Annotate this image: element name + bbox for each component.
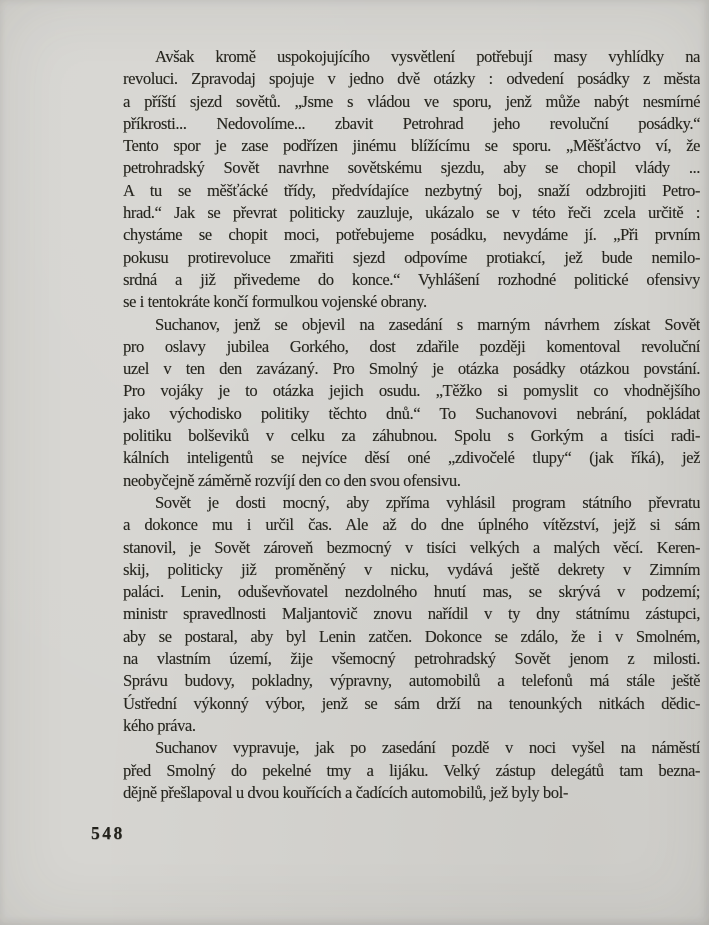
- text-line: Avšak kromě uspokojujícího vysvětlení potřebují masy vyhlídky na: [155, 47, 700, 66]
- text-line: hrad.“ Jak se převrat politicky zauzluje, ukázalo se v této řeči zcela určitě :: [123, 203, 700, 223]
- text-line: Suchanov, jenž se objevil na zasedání s marným návrhem získat Sovět: [155, 314, 700, 334]
- text-line: příkrosti... Nedovolíme... zbavit Petrohrad jeho revoluční posádky.“: [123, 113, 700, 133]
- text-line: Ústřední výkonný výbor, jenž se sám drží na tenounkých nitkách dědic-: [123, 693, 700, 713]
- text-line: Sovět je dosti mocný, aby zpříma vyhlásil program státního převratu: [155, 492, 700, 512]
- text-line: kého práva.: [123, 715, 196, 735]
- text-line: neobyčejně záměrně rozvíjí den co den svou ofensivu.: [123, 470, 461, 490]
- text-line: stanovil, je Sovět zároveň bezmocný v tisíci velkých a malých věcí. Keren-: [123, 537, 700, 557]
- text-line: politiku bolševiků v celku za záhubnou. Spolu s Gorkým a tisíci radi-: [123, 426, 700, 446]
- text-line: petrohradský Sovět navrhne sovětskému sjezdu, aby se chopil vlády ...: [123, 158, 700, 178]
- text-line: revoluci. Zpravodaj spojuje v jedno dvě otázky : odvedení posádky z města: [123, 69, 700, 89]
- text-line: před Smolný do pekelné tmy a lijáku. Velký zástup delegátů tam bezna-: [123, 760, 700, 780]
- text-line: skij, politicky již proměněný v nicku, vydává ještě dekrety v Zimním: [123, 559, 700, 579]
- paragraph: [123, 314, 700, 492]
- paragraph: [123, 737, 700, 804]
- text-line: Suchanov vypravuje, jak po zasedání pozdě v noci vyšel na náměstí: [155, 738, 700, 758]
- text-line: dějně přešlapoval u dvou kouřících a čadících automobilů, jež byly bol-: [123, 782, 568, 802]
- text-line: se i tentokráte končí formulkou vojenské obrany.: [123, 292, 427, 312]
- page-text-block: [123, 46, 700, 804]
- text-line: kálních inteligentů se nejvíce děsí oné „zdivočelé tlupy“ (jak říká), jež: [123, 448, 700, 468]
- text-line: na vlastním území, žije všemocný petrohradský Sovět jenom z milosti.: [123, 649, 700, 669]
- paragraph: [123, 492, 700, 737]
- paragraph: [123, 46, 700, 314]
- text-line: pokusu protirevoluce zmařiti sjezd odpovíme protiakcí, jež bude nemilo-: [123, 247, 700, 267]
- text-line: pro oslavy jubilea Gorkého, dost zdařile později komentoval revoluční: [123, 336, 700, 356]
- text-line: Správu budovy, pokladny, výpravny, automobilů a telefonů má stále ještě: [123, 671, 700, 691]
- text-line: chystáme se chopit moci, potřebujeme posádku, nevydáme jí. „Při prvním: [123, 225, 700, 245]
- text-line: a příští sjezd sovětů. „Jsme s vládou ve sporu, jenž může nabýt nesmírné: [123, 91, 700, 111]
- text-line: jako východisko politiky těchto dnů.“ To Suchanovovi nebrání, pokládat: [123, 403, 700, 423]
- page-number: 548: [91, 823, 125, 843]
- text-line: srdná a již přivedeme do konce.“ Vyhlášení rozhodné politické ofensivy: [123, 269, 700, 289]
- text-line: uzel v ten den zavázaný. Pro Smolný je otázka posádky otázkou povstání.: [123, 359, 700, 379]
- text-line: a dokonce mu i určil čas. Ale až do dne úplného vítězství, jejž si sám: [123, 515, 700, 535]
- text-line: Tento spor je zase podřízen jinému blížícímu se sporu. „Měšťáctvo ví, že: [123, 136, 700, 156]
- text-line: A tu se měšťácké třídy, předvídajíce nezbytný boj, snaží odzbrojiti Petro-: [123, 180, 700, 200]
- text-line: aby se postaral, aby byl Lenin zatčen. Dokonce se zdálo, že i v Smolném,: [123, 626, 700, 646]
- text-line: ministr spravedlnosti Maljantovič znovu nařídil v ty dny státnímu zástupci,: [123, 604, 700, 624]
- text-line: Pro vojáky je to otázka jejich osudu. „Těžko si pomyslit co vhodnějšího: [123, 381, 700, 401]
- text-line: paláci. Lenin, oduševňovatel nezdolného hnutí mas, se skrývá v podzemí;: [123, 582, 700, 602]
